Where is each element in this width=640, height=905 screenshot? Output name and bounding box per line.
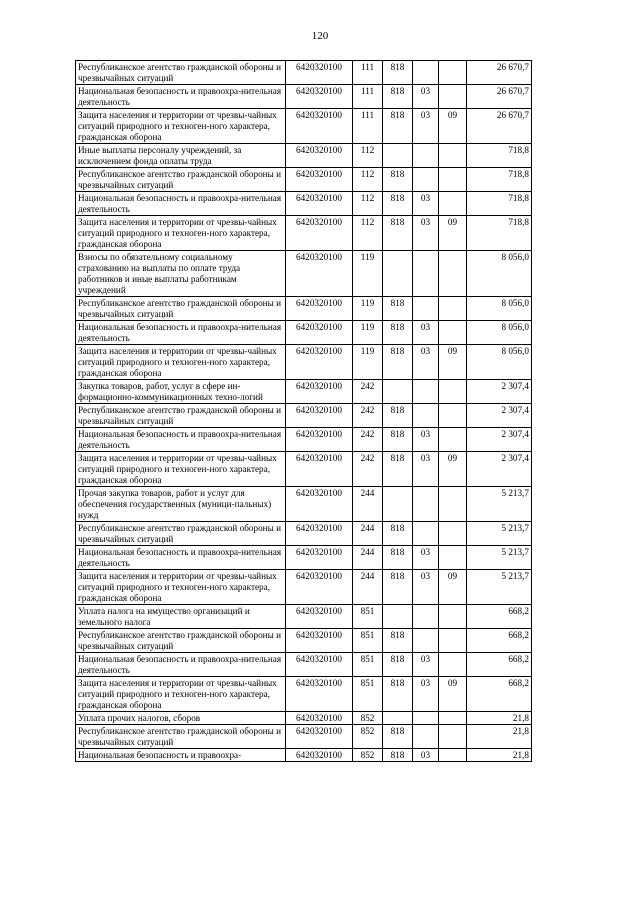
row-administrator-cell: 818 [383, 677, 413, 712]
row-amount-cell: 2 307,4 [467, 380, 532, 404]
budget-table [75, 60, 532, 762]
row-expense-type-cell: 244 [353, 522, 383, 546]
row-amount-cell: 8 056,0 [467, 321, 532, 345]
row-name-cell: Защита населения и территории от чрезвы-чайных ситуаций природного и техноген-ного характера, гражданская оборона [76, 677, 286, 712]
row-name-cell: Национальная безопасность и правоохра-нительная деятельность [76, 653, 286, 677]
row-expense-type-cell: 111 [353, 109, 383, 144]
row-section-cell: 03 [413, 345, 439, 380]
row-expense-type-cell: 242 [353, 452, 383, 487]
table-row [76, 192, 532, 216]
row-subsection-cell [439, 487, 467, 522]
table-row [76, 61, 532, 85]
row-section-cell [413, 144, 439, 168]
row-amount-cell: 2 307,4 [467, 404, 532, 428]
row-subsection-cell: 09 [439, 452, 467, 487]
row-target-article-cell: 6420320100 [286, 345, 353, 380]
row-target-article-cell: 6420320100 [286, 168, 353, 192]
row-section-cell: 03 [413, 192, 439, 216]
row-administrator-cell: 818 [383, 192, 413, 216]
row-name-cell: Прочая закупка товаров, работ и услуг для обеспечения государственных (муници-пальных) нужд [76, 487, 286, 522]
row-amount-cell: 718,8 [467, 168, 532, 192]
row-expense-type-cell: 244 [353, 487, 383, 522]
row-subsection-cell [439, 629, 467, 653]
row-administrator-cell: 818 [383, 61, 413, 85]
row-amount-cell: 668,2 [467, 677, 532, 712]
row-name-cell: Национальная безопасность и правоохра-нительная деятельность [76, 321, 286, 345]
row-amount-cell: 668,2 [467, 629, 532, 653]
table-row [76, 297, 532, 321]
row-name-cell: Уплата прочих налогов, сборов [76, 712, 286, 725]
row-name-cell: Национальная безопасность и правоохра-нительная деятельность [76, 85, 286, 109]
row-name-cell: Республиканское агентство гражданской обороны и чрезвычайных ситуаций [76, 168, 286, 192]
row-name-cell: Национальная безопасность и правоохра-нительная деятельность [76, 192, 286, 216]
row-expense-type-cell: 112 [353, 216, 383, 251]
row-section-cell: 03 [413, 677, 439, 712]
row-section-cell: 03 [413, 109, 439, 144]
row-expense-type-cell: 111 [353, 61, 383, 85]
row-target-article-cell: 6420320100 [286, 404, 353, 428]
row-administrator-cell: 818 [383, 85, 413, 109]
table-row [76, 725, 532, 749]
row-expense-type-cell: 852 [353, 725, 383, 749]
table-row [76, 629, 532, 653]
table-row [76, 570, 532, 605]
row-administrator-cell: 818 [383, 345, 413, 380]
row-name-cell: Защита населения и территории от чрезвы-чайных ситуаций природного и техноген-ного характера, гражданская оборона [76, 570, 286, 605]
row-section-cell [413, 380, 439, 404]
row-target-article-cell: 6420320100 [286, 570, 353, 605]
row-target-article-cell: 6420320100 [286, 452, 353, 487]
row-amount-cell: 5 213,7 [467, 570, 532, 605]
row-target-article-cell: 6420320100 [286, 605, 353, 629]
row-expense-type-cell: 242 [353, 380, 383, 404]
row-amount-cell: 8 056,0 [467, 345, 532, 380]
row-expense-type-cell: 242 [353, 404, 383, 428]
row-administrator-cell: 818 [383, 653, 413, 677]
row-administrator-cell: 818 [383, 109, 413, 144]
row-expense-type-cell: 851 [353, 653, 383, 677]
row-subsection-cell [439, 653, 467, 677]
row-administrator-cell: 818 [383, 321, 413, 345]
row-administrator-cell [383, 251, 413, 297]
row-amount-cell: 26 670,7 [467, 109, 532, 144]
row-subsection-cell [439, 61, 467, 85]
row-subsection-cell [439, 725, 467, 749]
row-target-article-cell: 6420320100 [286, 712, 353, 725]
table-row [76, 216, 532, 251]
row-expense-type-cell: 119 [353, 251, 383, 297]
row-subsection-cell [439, 380, 467, 404]
row-administrator-cell: 818 [383, 452, 413, 487]
row-amount-cell: 26 670,7 [467, 85, 532, 109]
row-subsection-cell: 09 [439, 570, 467, 605]
row-administrator-cell [383, 380, 413, 404]
row-name-cell: Республиканское агентство гражданской обороны и чрезвычайных ситуаций [76, 404, 286, 428]
row-section-cell [413, 605, 439, 629]
row-administrator-cell [383, 144, 413, 168]
row-name-cell: Национальная безопасность и правоохра-нительная деятельность [76, 546, 286, 570]
row-amount-cell: 668,2 [467, 653, 532, 677]
row-target-article-cell: 6420320100 [286, 725, 353, 749]
row-amount-cell: 718,8 [467, 216, 532, 251]
row-subsection-cell [439, 605, 467, 629]
row-subsection-cell: 09 [439, 216, 467, 251]
row-name-cell: Национальная безопасность и правоохра-нительная деятельность [76, 428, 286, 452]
row-administrator-cell [383, 605, 413, 629]
row-target-article-cell: 6420320100 [286, 297, 353, 321]
row-section-cell [413, 725, 439, 749]
row-administrator-cell: 818 [383, 297, 413, 321]
row-expense-type-cell: 244 [353, 570, 383, 605]
row-expense-type-cell: 852 [353, 749, 383, 762]
row-administrator-cell: 818 [383, 404, 413, 428]
row-target-article-cell: 6420320100 [286, 380, 353, 404]
table-row [76, 452, 532, 487]
row-section-cell: 03 [413, 653, 439, 677]
row-target-article-cell: 6420320100 [286, 487, 353, 522]
row-section-cell [413, 61, 439, 85]
row-administrator-cell: 818 [383, 168, 413, 192]
row-section-cell [413, 522, 439, 546]
row-amount-cell: 8 056,0 [467, 251, 532, 297]
row-target-article-cell: 6420320100 [286, 61, 353, 85]
table-row [76, 653, 532, 677]
row-amount-cell: 2 307,4 [467, 452, 532, 487]
row-section-cell: 03 [413, 85, 439, 109]
row-target-article-cell: 6420320100 [286, 629, 353, 653]
row-subsection-cell: 09 [439, 109, 467, 144]
row-expense-type-cell: 244 [353, 546, 383, 570]
row-name-cell: Защита населения и территории от чрезвы-чайных ситуаций природного и техноген-ного характера, гражданская оборона [76, 109, 286, 144]
row-expense-type-cell: 851 [353, 605, 383, 629]
row-amount-cell: 5 213,7 [467, 487, 532, 522]
row-expense-type-cell: 851 [353, 677, 383, 712]
row-name-cell: Защита населения и территории от чрезвы-чайных ситуаций природного и техноген-ного характера, гражданская оборона [76, 216, 286, 251]
table-row [76, 404, 532, 428]
table-row [76, 677, 532, 712]
row-amount-cell: 26 670,7 [467, 61, 532, 85]
row-name-cell: Республиканское агентство гражданской обороны и чрезвычайных ситуаций [76, 522, 286, 546]
row-expense-type-cell: 852 [353, 712, 383, 725]
row-expense-type-cell: 851 [353, 629, 383, 653]
table-row [76, 749, 532, 762]
row-amount-cell: 21,8 [467, 725, 532, 749]
row-section-cell: 03 [413, 452, 439, 487]
row-subsection-cell [439, 749, 467, 762]
row-administrator-cell: 818 [383, 570, 413, 605]
row-subsection-cell [439, 192, 467, 216]
row-administrator-cell: 818 [383, 725, 413, 749]
row-amount-cell: 21,8 [467, 712, 532, 725]
row-subsection-cell [439, 85, 467, 109]
row-name-cell: Закупка товаров, работ, услуг в сфере ин-формационно-коммуникационных техно-логий [76, 380, 286, 404]
row-subsection-cell [439, 404, 467, 428]
row-amount-cell: 718,8 [467, 192, 532, 216]
row-administrator-cell [383, 487, 413, 522]
row-section-cell [413, 404, 439, 428]
row-subsection-cell [439, 297, 467, 321]
row-target-article-cell: 6420320100 [286, 85, 353, 109]
row-section-cell: 03 [413, 216, 439, 251]
row-subsection-cell: 09 [439, 677, 467, 712]
table-row [76, 522, 532, 546]
row-section-cell [413, 629, 439, 653]
row-subsection-cell [439, 522, 467, 546]
row-section-cell [413, 251, 439, 297]
row-section-cell: 03 [413, 428, 439, 452]
row-section-cell [413, 297, 439, 321]
row-name-cell: Республиканское агентство гражданской обороны и чрезвычайных ситуаций [76, 297, 286, 321]
table-row [76, 168, 532, 192]
table-row [76, 321, 532, 345]
row-expense-type-cell: 112 [353, 192, 383, 216]
row-section-cell [413, 712, 439, 725]
row-subsection-cell [439, 712, 467, 725]
row-expense-type-cell: 119 [353, 297, 383, 321]
row-target-article-cell: 6420320100 [286, 428, 353, 452]
table-row [76, 712, 532, 725]
row-name-cell: Защита населения и территории от чрезвы-чайных ситуаций природного и техноген-ного характера, гражданская оборона [76, 345, 286, 380]
row-target-article-cell: 6420320100 [286, 192, 353, 216]
row-target-article-cell: 6420320100 [286, 216, 353, 251]
row-expense-type-cell: 112 [353, 144, 383, 168]
row-name-cell: Национальная безопасность и правоохра- [76, 749, 286, 762]
row-target-article-cell: 6420320100 [286, 251, 353, 297]
row-administrator-cell: 818 [383, 522, 413, 546]
row-target-article-cell: 6420320100 [286, 321, 353, 345]
row-section-cell: 03 [413, 749, 439, 762]
row-subsection-cell: 09 [439, 345, 467, 380]
row-name-cell: Взносы по обязательному социальному страхованию на выплаты по оплате труда работников и иные выплаты работникам учреждений [76, 251, 286, 297]
table-row [76, 109, 532, 144]
row-name-cell: Республиканское агентство гражданской обороны и чрезвычайных ситуаций [76, 61, 286, 85]
row-section-cell: 03 [413, 321, 439, 345]
table-row [76, 251, 532, 297]
row-section-cell: 03 [413, 570, 439, 605]
row-administrator-cell [383, 712, 413, 725]
row-subsection-cell [439, 546, 467, 570]
table-row [76, 85, 532, 109]
row-section-cell [413, 168, 439, 192]
row-amount-cell: 21,8 [467, 749, 532, 762]
budget-table-body [76, 61, 532, 762]
row-target-article-cell: 6420320100 [286, 144, 353, 168]
row-expense-type-cell: 242 [353, 428, 383, 452]
row-name-cell: Республиканское агентство гражданской обороны и чрезвычайных ситуаций [76, 629, 286, 653]
row-name-cell: Уплата налога на имущество организаций и земельного налога [76, 605, 286, 629]
row-administrator-cell: 818 [383, 428, 413, 452]
row-target-article-cell: 6420320100 [286, 546, 353, 570]
row-amount-cell: 5 213,7 [467, 546, 532, 570]
row-subsection-cell [439, 321, 467, 345]
row-subsection-cell [439, 168, 467, 192]
row-administrator-cell: 818 [383, 546, 413, 570]
row-amount-cell: 8 056,0 [467, 297, 532, 321]
row-subsection-cell [439, 144, 467, 168]
row-section-cell: 03 [413, 546, 439, 570]
row-expense-type-cell: 112 [353, 168, 383, 192]
table-row [76, 144, 532, 168]
row-target-article-cell: 6420320100 [286, 109, 353, 144]
row-subsection-cell [439, 428, 467, 452]
table-row [76, 546, 532, 570]
row-administrator-cell: 818 [383, 629, 413, 653]
row-administrator-cell: 818 [383, 749, 413, 762]
row-expense-type-cell: 111 [353, 85, 383, 109]
row-amount-cell: 5 213,7 [467, 522, 532, 546]
row-administrator-cell: 818 [383, 216, 413, 251]
page-number: 120 [311, 30, 329, 42]
table-row [76, 605, 532, 629]
row-section-cell [413, 487, 439, 522]
row-expense-type-cell: 119 [353, 321, 383, 345]
row-target-article-cell: 6420320100 [286, 749, 353, 762]
row-expense-type-cell: 119 [353, 345, 383, 380]
table-row [76, 428, 532, 452]
row-amount-cell: 2 307,4 [467, 428, 532, 452]
table-row [76, 345, 532, 380]
row-target-article-cell: 6420320100 [286, 522, 353, 546]
row-target-article-cell: 6420320100 [286, 677, 353, 712]
row-name-cell: Иные выплаты персоналу учреждений, за исключением фонда оплаты труда [76, 144, 286, 168]
row-target-article-cell: 6420320100 [286, 653, 353, 677]
row-amount-cell: 718,8 [467, 144, 532, 168]
row-name-cell: Защита населения и территории от чрезвы-чайных ситуаций природного и техноген-ного характера, гражданская оборона [76, 452, 286, 487]
table-row [76, 380, 532, 404]
row-name-cell: Республиканское агентство гражданской обороны и чрезвычайных ситуаций [76, 725, 286, 749]
table-row [76, 487, 532, 522]
row-amount-cell: 668,2 [467, 605, 532, 629]
row-subsection-cell [439, 251, 467, 297]
